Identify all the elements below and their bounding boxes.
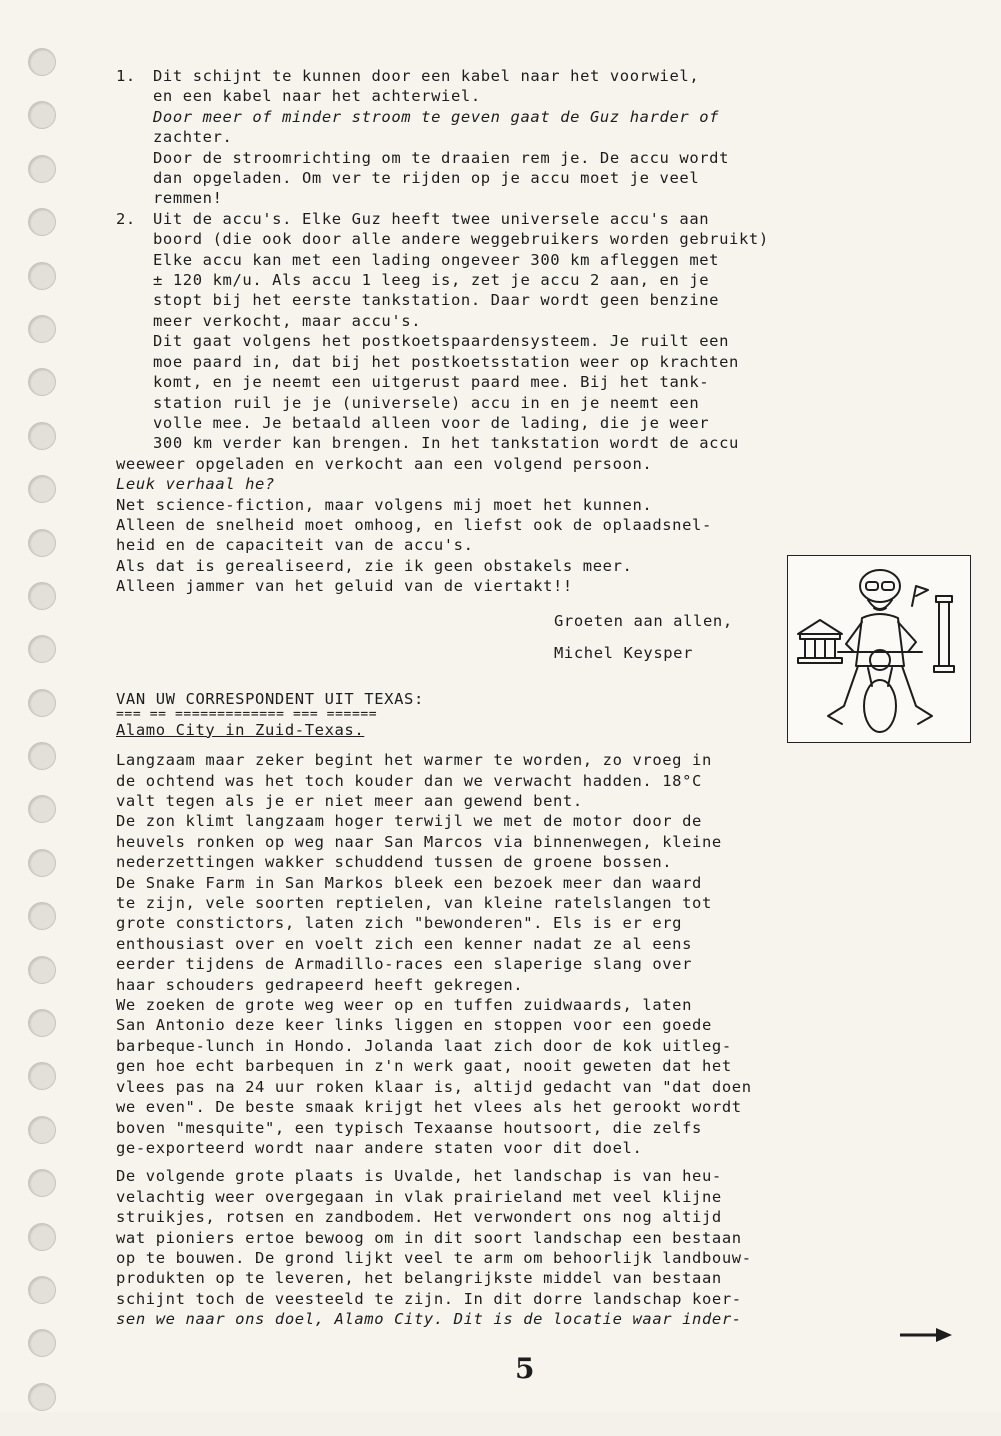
article-line: San Antonio deze keer links liggen en stoppen voor een goede [116, 1016, 712, 1035]
list-line-text: moe paard in, dat bij het postkoetsstation weer op krachten [153, 352, 739, 371]
article-line: we even". De beste smaak krijgt het vlees als het gerookt wordt [116, 1098, 742, 1117]
article-line: wat pioniers ertoe bewoog om in dit soort landschap een bestaan [116, 1228, 742, 1247]
page-number: 5 [515, 1352, 535, 1385]
list-item-line [116, 393, 936, 413]
binder-hole [28, 368, 56, 396]
section-subheading: Alamo City in Zuid-Texas. [116, 720, 365, 739]
list-item-line [116, 66, 936, 86]
article-line: te zijn, vele soorten reptielen, van kleine ratelslangen tot [116, 894, 712, 913]
binder-hole [28, 582, 56, 610]
binder-holes [28, 48, 56, 1436]
list-item-line [116, 209, 936, 229]
list-line-text: Door meer of minder stroom te geven gaat de Guz harder of [153, 107, 720, 126]
list-item-line [116, 413, 936, 433]
list-line-text: station ruil je je (universele) accu in en je neemt een [153, 393, 700, 412]
binder-hole [28, 101, 56, 129]
article-line: We zoeken de grote weg weer op en tuffen zuidwaards, laten [116, 996, 693, 1015]
paragraph-line: weeweer opgeladen en verkocht aan een volgend persoon. [116, 454, 653, 473]
list-item-line [116, 352, 936, 372]
article-line: De volgende grote plaats is Uvalde, het landschap is van heu- [116, 1167, 722, 1186]
binder-hole [28, 795, 56, 823]
article-line: grote constictors, laten zich "bewonderen". Els is er erg [116, 914, 683, 933]
article-line: boven "mesquite", een typisch Texaanse houtsoort, die zelfs [116, 1118, 702, 1137]
binder-hole [28, 1276, 56, 1304]
list-line-text: komt, en je neemt een uitgerust paard mee. Bij het tank- [153, 373, 710, 392]
list-line-text: volle mee. Je betaald alleen voor de lading, die je weer [153, 413, 710, 432]
article-line: op te bouwen. De grond lijkt veel te arm om behoorlijk landbouw- [116, 1248, 752, 1267]
article-line: barbeque-lunch in Hondo. Jolanda laat zich door de kok uitleg- [116, 1036, 732, 1055]
article-line: nederzettingen wakker schuddend tussen de groene bossen. [116, 853, 673, 872]
list-item-line [116, 372, 936, 392]
article-line: De zon klimt langzaam hoger terwijl we met de motor door de [116, 812, 702, 831]
list-line-text: 300 km verder kan brengen. In het tankstation wordt de accu [153, 434, 739, 453]
article-body-continued [116, 1166, 936, 1329]
paragraph-line: Als dat is gerealiseerd, zie ik geen obstakels meer. [116, 556, 633, 575]
article-line: Langzaam maar zeker begint het warmer te worden, zo vroeg in [116, 751, 712, 770]
list-line-text: meer verkocht, maar accu's. [153, 311, 422, 330]
list-line-text: Door de stroomrichting om te draaien rem je. De accu wordt [153, 148, 730, 167]
list-line-text: Uit de accu's. Elke Guz heeft twee universele accu's aan [153, 209, 710, 228]
article-line: enthousiast over en voelt zich een kenner nadat ze al eens [116, 934, 693, 953]
motorcyclist-drawing-icon [788, 556, 970, 742]
list-line-text: Dit schijnt te kunnen door een kabel naar het voorwiel, [153, 67, 700, 85]
binder-hole [28, 1116, 56, 1144]
binder-hole [28, 1062, 56, 1090]
list-line-text: en een kabel naar het achterwiel. [153, 87, 481, 106]
continue-arrow-icon [898, 1326, 954, 1344]
list-line-text: ± 120 km/u. Als accu 1 leeg is, zet je accu 2 aan, en je [153, 271, 710, 290]
paragraph-line: Alleen jammer van het geluid van de viertakt!! [116, 577, 573, 596]
binder-hole [28, 262, 56, 290]
list-line-text: Dit gaat volgens het postkoetspaardensysteem. Je ruilt een [153, 332, 730, 351]
binder-hole [28, 422, 56, 450]
binder-hole [28, 529, 56, 557]
article-line: schijnt toch de veesteeld te zijn. In dit dorre landschap koer- [116, 1289, 742, 1308]
list-item-number: 2. [116, 209, 136, 228]
article-line: velachtig weer overgegaan in vlak prairieland met veel klijne [116, 1187, 722, 1206]
motorcyclist-illustration [787, 555, 971, 743]
article-line: haar schouders gedrapeerd heeft gekregen. [116, 975, 524, 994]
list-item-line [116, 290, 936, 310]
article-line: valt tegen als je er niet meer aan gewend bent. [116, 792, 583, 810]
binder-hole [28, 208, 56, 236]
paragraph-line: Leuk verhaal he? [116, 475, 275, 494]
numbered-list [116, 66, 936, 454]
list-item-line [116, 311, 936, 331]
list-line-text: stopt bij het eerste tankstation. Daar wordt geen benzine [153, 291, 720, 310]
article-line: struikjes, rotsen en zandbodem. Het verwondert ons nog altijd [116, 1208, 722, 1227]
list-line-text: dan opgeladen. Om ver te rijden op je accu moet je veel [153, 169, 700, 188]
article-line: gen hoe echt barbequen in z'n werk gaat, nooit geweten dat het [116, 1057, 732, 1076]
list-item-line [116, 331, 936, 351]
paragraph-line: heid en de capaciteit van de accu's. [116, 536, 474, 555]
article-line: produkten op te leveren, het belangrijkste middel van bestaan [116, 1269, 722, 1288]
section-heading-underline: === == ============= === ====== [116, 706, 378, 722]
article-line: De Snake Farm in San Markos bleek een bezoek meer dan waard [116, 873, 702, 892]
binder-hole [28, 315, 56, 343]
paragraph-line: Net science-fiction, maar volgens mij moet het kunnen. [116, 495, 653, 514]
signature-greeting: Groeten aan allen, [554, 611, 733, 630]
list-item-line [116, 127, 936, 147]
paragraph-line: Alleen de snelheid moet omhoog, en liefst ook de oplaadsnel- [116, 515, 712, 534]
article-line: eerder tijdens de Armadillo-races een slaperige slang over [116, 955, 693, 974]
binder-hole [28, 1169, 56, 1197]
binder-hole [28, 956, 56, 984]
binder-hole [28, 689, 56, 717]
article-line: ge-exporteerd wordt naar andere staten voor dit doel. [116, 1138, 643, 1157]
article-line: vlees pas na 24 uur roken klaar is, altijd gedacht van "dat doen [116, 1077, 752, 1096]
list-item-line [116, 188, 936, 208]
binder-hole [28, 1223, 56, 1251]
list-line-text: remmen! [153, 189, 223, 208]
list-item-number: 1. [116, 67, 136, 85]
article-line: de ochtend was het toch kouder dan we verwacht hadden. 18°C [116, 771, 702, 790]
list-item-line [116, 86, 936, 106]
list-item-line [116, 107, 936, 127]
list-item-line [116, 433, 936, 453]
list-item-line [116, 148, 936, 168]
list-item-line [116, 229, 936, 249]
binder-hole [28, 155, 56, 183]
list-line-text: boord (die ook door alle andere weggebruikers worden gebruikt) [153, 230, 769, 249]
list-item-line [116, 270, 936, 290]
article-body [116, 750, 936, 1158]
list-item-line [116, 250, 936, 270]
binder-hole [28, 902, 56, 930]
binder-hole [28, 1383, 56, 1411]
article-line: sen we naar ons doel, Alamo City. Dit is de locatie waar inder- [116, 1310, 742, 1329]
list-item-line [116, 168, 936, 188]
binder-hole [28, 48, 56, 76]
list-line-text: zachter. [153, 128, 233, 147]
binder-hole [28, 742, 56, 770]
binder-hole [28, 635, 56, 663]
binder-hole [28, 1329, 56, 1357]
signature-name: Michel Keysper [554, 643, 694, 662]
list-line-text: Elke accu kan met een lading ongeveer 300 km afleggen met [153, 250, 720, 269]
article-line: heuvels ronken op weg naar San Marcos via binnenwegen, kleine [116, 832, 722, 851]
binder-hole [28, 1009, 56, 1037]
binder-hole [28, 475, 56, 503]
binder-hole [28, 849, 56, 877]
section-heading: VAN UW CORRESPONDENT UIT TEXAS: [116, 690, 424, 709]
